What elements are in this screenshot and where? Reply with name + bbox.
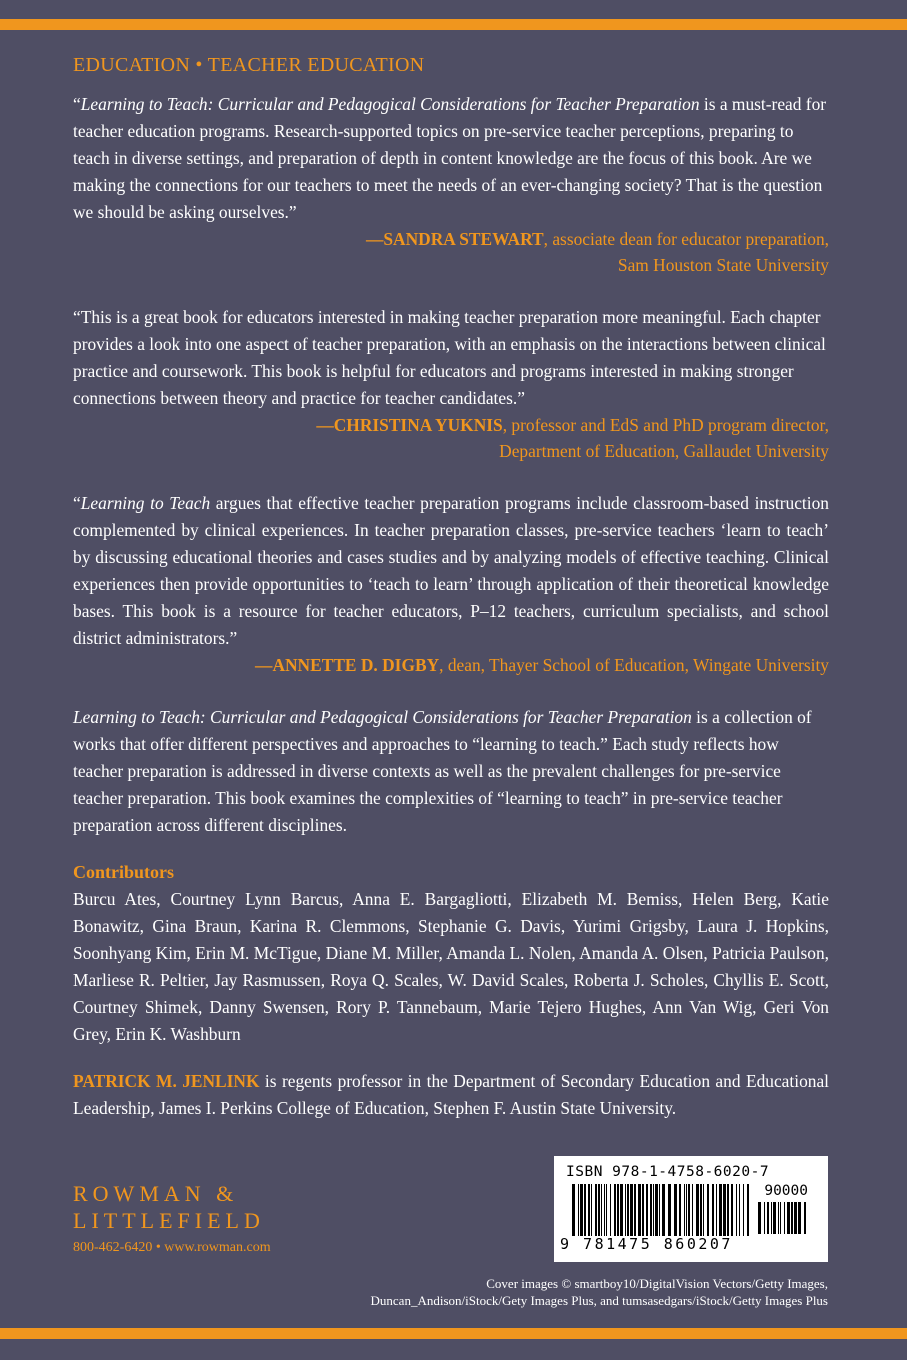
- isbn-barcode: [554, 1156, 828, 1262]
- publisher-contact: 800-462-6420 • www.rowman.com: [73, 1240, 271, 1255]
- review-text: “This is a great book for educators interested in making teacher preparation more meaningful. Each chapter provides a look into one aspect of teacher preparation, with an emphasis on the interactions between clinical practice and coursework. This book is helpful for educators and programs interested in making stronger connections between theory and practice for teacher candidates.”: [73, 307, 826, 408]
- book-title-italic: Learning to Teach: Curricular and Pedagogical Considerations for Teacher Preparation: [80, 94, 700, 114]
- credits-line-2: Duncan_Andison/iStock/Gety Images Plus, and tumsasedgars/iStock/Getty Images Plus: [370, 1293, 828, 1308]
- author-bio-text: is regents professor in the Department of Secondary Education and Educational Leadership, James I. Perkins College of Education, Stephen F. Austin State University.: [73, 1071, 830, 1118]
- reviewer-institution: Department of Education, Gallaudet University: [499, 441, 829, 461]
- review-blurb-3: [73, 490, 829, 678]
- reviewer-name: —SANDRA STEWART: [365, 229, 544, 249]
- reviewer-name: —ANNETTE D. DIGBY: [255, 655, 440, 675]
- review-attribution: [73, 412, 829, 464]
- isbn-number: ISBN 978-1-4758-6020-7: [566, 1164, 770, 1180]
- description-body: is a collection of works that offer different perspectives and approaches to “learning to teach.” Each study reflects how teacher preparation is addressed in diverse contexts as well as the prevalent challenges for pre-service teacher preparation. This book examines the complexities of “learning to teach” in pre-service teacher preparation across different disciplines.: [73, 707, 812, 835]
- reviewer-title: , dean, Thayer School of Education, Wingate University: [439, 655, 829, 675]
- contributors-section: [73, 859, 829, 1048]
- author-name: PATRICK M. JENLINK: [73, 1071, 260, 1091]
- contributors-heading: Contributors: [73, 862, 175, 882]
- publisher-name-line2: LITTLEFIELD: [73, 1208, 265, 1233]
- review-text: “Learning to Teach: Curricular and Pedagogical Considerations for Teacher Preparation is a must-read for teacher education programs. Research-supported topics on pre-service teacher perceptions, preparing to teach in diverse settings, and preparation of depth in content knowledge are the focus of this book. Are we making the connections for our teachers to meet the needs of an ever-changing society? That is the question we should be asking ourselves.”: [73, 94, 827, 222]
- reviewer-institution: Sam Houston State University: [617, 255, 829, 275]
- category-label: EDUCATION • TEACHER EDUCATION: [73, 54, 425, 76]
- contributors-list: Burcu Ates, Courtney Lynn Barcus, Anna E. Bargagliotti, Elizabeth M. Bemiss, Helen Berg, Katie Bonawitz, Gina Braun, Karina R. Clemmons, Stephanie G. Davis, Yurimi Grigsby, Laura J. Hopkins, Soonhyang Kim, Erin M. McTigue, Diane M. Miller, Amanda L. Nolen, Amanda A. Olsen, Patricia Paulson, Marliese R. Peltier, Jay Rasmussen, Roya Q. Scales, W. David Scales, Roberta J. Scholes, Chyllis E. Scott, Courtney Shimek, Danny Swensen, Rory P. Tannebaum, Marie Tejero Hughes, Ann Van Wig, Geri Von Grey, Erin K. Washburn: [73, 889, 829, 1044]
- price-code: 90000: [764, 1183, 808, 1199]
- reviewer-name: —CHRISTINA YUKNIS: [316, 415, 503, 435]
- cover-image-credits: [228, 1275, 828, 1309]
- reviewer-title: , professor and EdS and PhD program director,: [502, 415, 829, 435]
- reviewer-title: , associate dean for educator preparation,: [543, 229, 829, 249]
- back-cover-content: [73, 54, 829, 1122]
- review-blurb-1: [73, 91, 829, 278]
- book-title-italic: Learning to Teach: Curricular and Pedagogical Considerations for Teacher Preparation: [73, 707, 692, 727]
- addon-barcode-bars: [758, 1202, 810, 1254]
- top-accent-stripe: [0, 19, 907, 30]
- review-text: “Learning to Teach argues that effective teacher preparation programs include classroom-based instruction complemented by clinical experiences. In teacher preparation classes, pre-service teachers ‘learn to teach’ by discussing educational theories and cases studies and by analyzing models of effective teaching. Clinical experiences then provide opportunities to ‘teach to learn’ through application of their theoretical knowledge bases. This book is a resource for teacher educators, P–12 teachers, curriculum specialists, and school district administrators.”: [73, 493, 829, 648]
- review-blurb-2: [73, 304, 829, 464]
- credits-line-1: Cover images © smartboy10/DigitalVision Vectors/Getty Images,: [486, 1276, 828, 1291]
- bottom-accent-stripe: [0, 1328, 907, 1339]
- ean-digits: 9 781475 860207: [560, 1235, 733, 1253]
- review-attribution: [73, 226, 829, 278]
- review-body: argues that effective teacher preparation programs include classroom-based instruction complemented by clinical experiences. In teacher preparation classes, pre-service teachers ‘learn to teach’ by discussing educational theories and cases studies and by analyzing models of effective teaching. Clinical experiences then provide opportunities to ‘teach to learn’ through application of their theoretical knowledge bases. This book is a resource for teacher educators, P–12 teachers, curriculum specialists, and school district administrators.”: [73, 493, 829, 648]
- publisher-name-line1: ROWMAN &: [73, 1181, 239, 1206]
- author-bio: [73, 1068, 829, 1122]
- review-body: is a must-read for teacher education programs. Research-supported topics on pre-service teacher perceptions, preparing to teach in diverse settings, and preparation of depth in content knowledge are the focus of this book. Are we making the connections for our teachers to meet the needs of an ever-changing society? That is the question we should be asking ourselves.”: [73, 94, 827, 222]
- ean-barcode-bars: [572, 1184, 750, 1236]
- publisher-logo: [73, 1180, 271, 1256]
- book-title-italic: Learning to Teach: [80, 493, 211, 513]
- book-description: [73, 704, 829, 839]
- review-attribution: [73, 652, 829, 678]
